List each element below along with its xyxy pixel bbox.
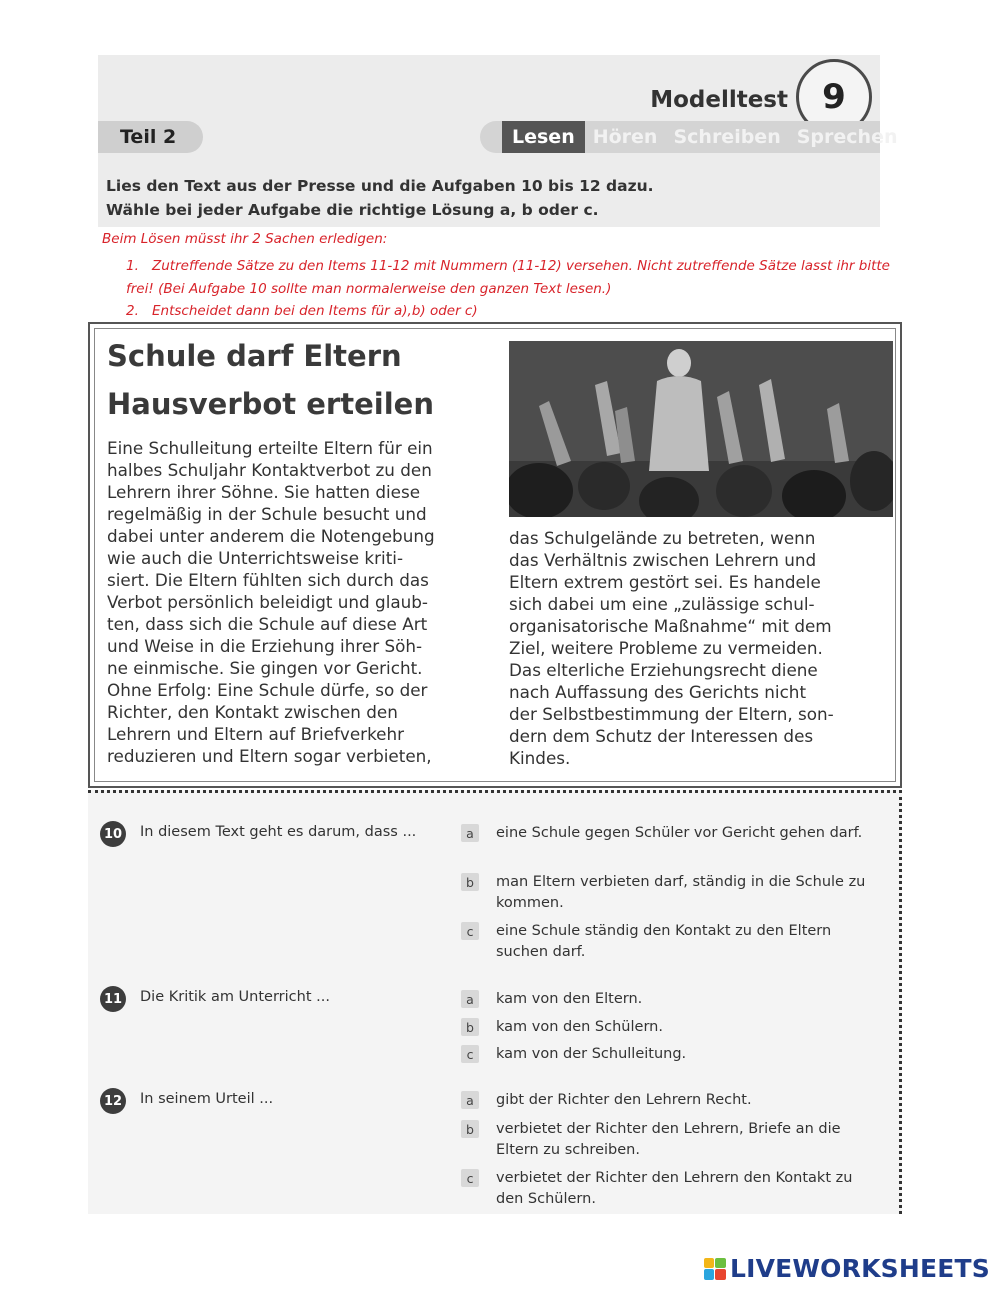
modelltest-number-badge: 9 xyxy=(796,59,872,135)
skill-sprechen: Sprechen xyxy=(796,126,898,148)
option-letter[interactable]: a xyxy=(461,824,479,842)
article-line: Kindes. xyxy=(509,748,571,768)
classroom-photo xyxy=(509,341,893,517)
option-letter[interactable]: c xyxy=(461,1169,479,1187)
article-line: sich dabei um eine „zulässige schul- xyxy=(509,594,815,614)
article-line: regelmäßig in der Schule besucht und xyxy=(107,504,427,524)
skills-bar xyxy=(480,121,898,153)
option-letter[interactable]: c xyxy=(461,1045,479,1063)
task-item-text: Zutreffende Sätze zu den Items 11-12 mit Nummern (11-12) versehen. Nicht zutreffende Sätze lasst ihr bitte frei! (Bei Aufgabe 10 sollte man normalerweise den ganzen Text lesen.) xyxy=(126,258,890,297)
article-line: und Weise in die Erziehung ihrer Söh- xyxy=(107,636,423,656)
modelltest-label: Modelltest xyxy=(650,87,788,113)
article-column-right xyxy=(509,527,893,769)
article-line: Eine Schulleitung erteilte Eltern für ein xyxy=(107,438,433,458)
task-item-2 xyxy=(126,303,478,319)
logo-tile xyxy=(704,1258,715,1269)
task-item-number: 2. xyxy=(126,303,139,319)
questions-panel xyxy=(88,790,902,1214)
skill-hoeren: Hören xyxy=(592,126,658,148)
classroom-photo-illustration xyxy=(509,341,893,517)
header-scan xyxy=(98,55,898,227)
article-line: halbes Schuljahr Kontaktverbot zu den xyxy=(107,460,432,480)
option-letter[interactable]: c xyxy=(461,922,479,940)
question-stem: In diesem Text geht es darum, dass ... xyxy=(140,824,417,840)
task-item-number: 1. xyxy=(126,258,139,274)
article-line: der Selbstbestimmung der Eltern, son- xyxy=(509,704,834,724)
skill-lesen: Lesen xyxy=(502,121,585,153)
option-text[interactable]: kam von den Schülern. xyxy=(496,1019,663,1035)
liveworksheets-brand[interactable] xyxy=(704,1254,990,1283)
task-item-text: Entscheidet dann bei den Items für a),b) oder c) xyxy=(152,303,478,319)
question-number-badge: 11 xyxy=(100,986,126,1012)
question-number-badge: 10 xyxy=(100,821,126,847)
article-line: ten, dass sich die Schule auf diese Art xyxy=(107,614,428,634)
option-text[interactable]: kam von den Eltern. xyxy=(496,991,643,1007)
article-line: Lehrern ihrer Söhne. Sie hatten diese xyxy=(107,482,421,502)
option-text[interactable]: verbietet der Richter den Lehrern den Kontakt zu den Schülern. xyxy=(496,1170,853,1207)
instruction-line-1: Lies den Text aus der Presse und die Aufgaben 10 bis 12 dazu. xyxy=(106,177,654,195)
article-line: Verbot persönlich beleidigt und glaub- xyxy=(107,592,428,612)
option-letter[interactable]: b xyxy=(461,1018,479,1036)
question-stem: In seinem Urteil ... xyxy=(140,1091,274,1107)
logo-tile xyxy=(715,1269,726,1280)
article-headline-line-2: Hausverbot erteilen xyxy=(107,387,434,421)
task-item-1 xyxy=(126,255,896,301)
liveworksheets-logo-icon xyxy=(704,1258,726,1280)
article-line: das Schulgelände zu betreten, wenn xyxy=(509,528,816,548)
article-line: wie auch die Unterrichtsweise kriti- xyxy=(107,548,403,568)
question-number-badge: 12 xyxy=(100,1088,126,1114)
option-text[interactable]: eine Schule ständig den Kontakt zu den Eltern suchen darf. xyxy=(496,923,832,960)
article-headline-line-1: Schule darf Eltern xyxy=(107,339,402,373)
article-line: dabei unter anderem die Notengebung xyxy=(107,526,435,546)
article-line: das Verhältnis zwischen Lehrern und xyxy=(509,550,817,570)
article-inner-frame xyxy=(94,328,896,782)
option-text[interactable]: gibt der Richter den Lehrern Recht. xyxy=(496,1092,752,1108)
instruction-line-2: Wähle bei jeder Aufgabe die richtige Lösung a, b oder c. xyxy=(106,201,599,219)
option-text[interactable]: man Eltern verbieten darf, ständig in die Schule zu kommen. xyxy=(496,874,866,911)
skill-schreiben: Schreiben xyxy=(673,126,781,148)
article-line: Eltern extrem gestört sei. Es handele xyxy=(509,572,821,592)
article-line: nach Auffassung des Gerichts nicht xyxy=(509,682,807,702)
article-line: Richter, den Kontakt zwischen den xyxy=(107,702,398,722)
article-line: Das elterliche Erziehungsrecht diene xyxy=(509,660,818,680)
article-box xyxy=(88,322,902,788)
option-letter[interactable]: b xyxy=(461,873,479,891)
article-line: Lehrern und Eltern auf Briefverkehr xyxy=(107,724,405,744)
logo-tile xyxy=(704,1269,715,1280)
article-line: organisatorische Maßnahme“ mit dem xyxy=(509,616,832,636)
article-line: ne einmische. Sie gingen vor Gericht. xyxy=(107,658,423,678)
question-stem: Die Kritik am Unterricht ... xyxy=(140,989,330,1005)
option-letter[interactable]: a xyxy=(461,1091,479,1109)
article-line: siert. Die Eltern fühlten sich durch das xyxy=(107,570,429,590)
logo-tile xyxy=(715,1258,726,1269)
article-line: reduzieren und Eltern sogar verbieten, xyxy=(107,746,432,766)
option-letter[interactable]: a xyxy=(461,990,479,1008)
task-intro: Beim Lösen müsst ihr 2 Sachen erledigen: xyxy=(102,231,388,247)
article-line: dern dem Schutz der Interessen des xyxy=(509,726,814,746)
article-line: Ziel, weitere Probleme zu vermeiden. xyxy=(509,638,823,658)
article-line: Ohne Erfolg: Eine Schule dürfe, so der xyxy=(107,680,428,700)
article-column-left xyxy=(107,437,490,767)
liveworksheets-wordmark: LIVEWORKSHEETS xyxy=(729,1254,990,1283)
option-text[interactable]: verbietet der Richter den Lehrern, Briefe an die Eltern zu schreiben. xyxy=(496,1121,841,1158)
teil-label: Teil 2 xyxy=(98,121,203,153)
option-text[interactable]: eine Schule gegen Schüler vor Gericht gehen darf. xyxy=(496,825,863,841)
option-letter[interactable]: b xyxy=(461,1120,479,1138)
option-text[interactable]: kam von der Schulleitung. xyxy=(496,1046,687,1062)
